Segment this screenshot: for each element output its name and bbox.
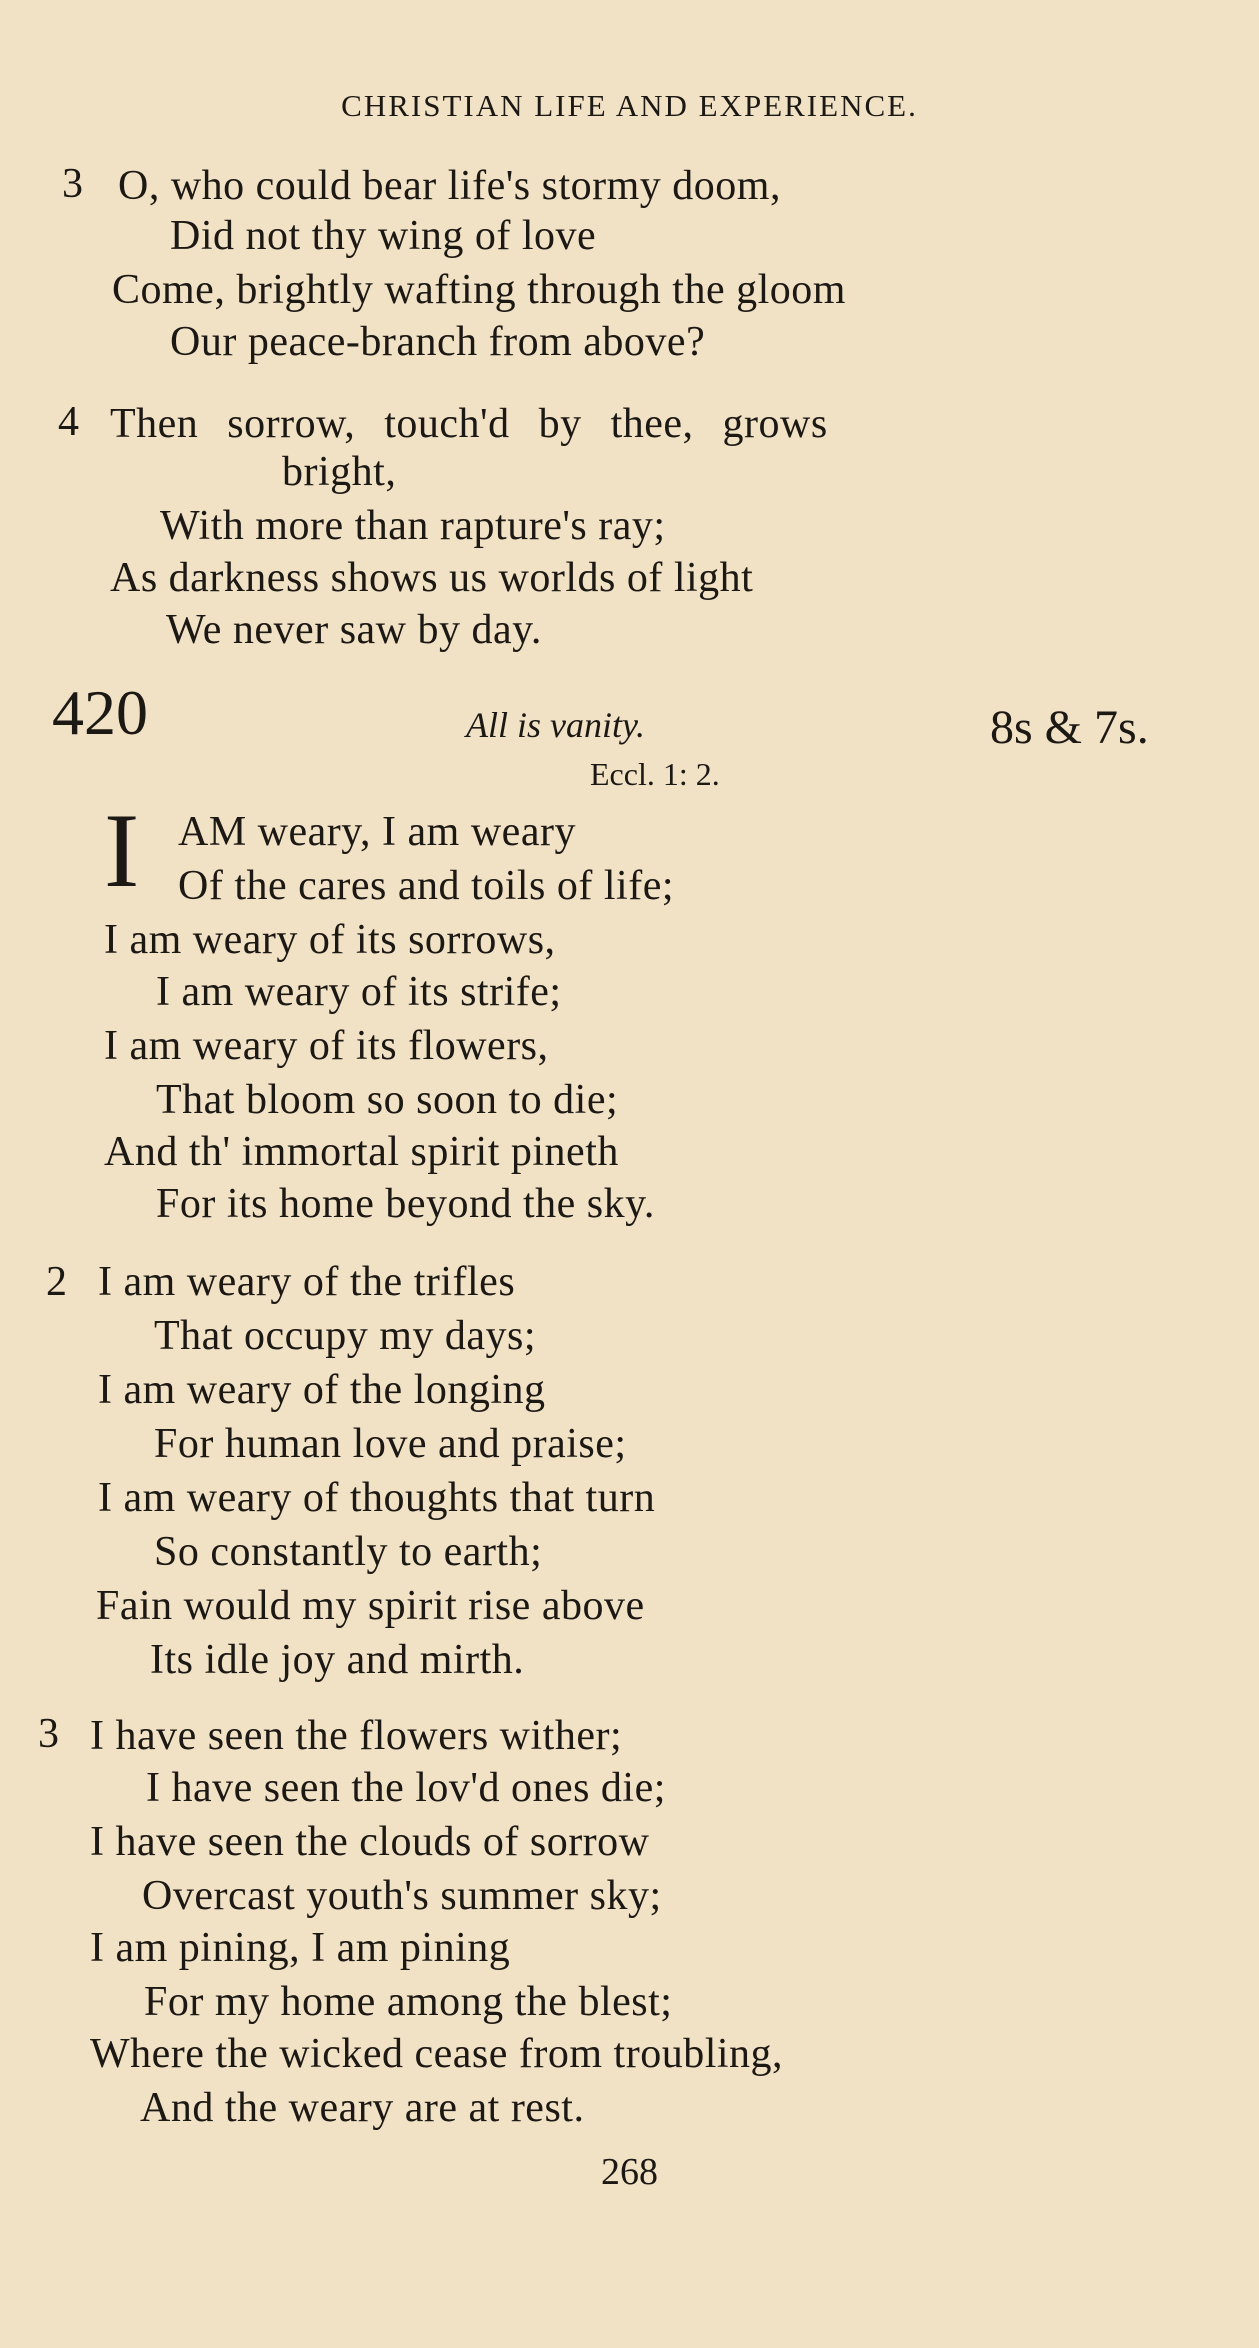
verse-line: So constantly to earth; xyxy=(154,1529,543,1575)
verse-line: Our peace-branch from above? xyxy=(170,319,706,365)
verse-line: I am weary of its sorrows, xyxy=(104,917,556,963)
verse-line: O, who could bear life's stormy doom, xyxy=(118,163,781,209)
verse-line: I am weary of the trifles xyxy=(98,1259,516,1305)
verse-line: bright, xyxy=(282,449,397,495)
verse-line: Fain would my spirit rise above xyxy=(96,1583,645,1629)
verse-line: For human love and praise; xyxy=(154,1421,627,1467)
page-number: 268 xyxy=(601,2151,658,2193)
stanza-number: 4 xyxy=(58,399,79,445)
verse-line: Of the cares and toils of life; xyxy=(178,863,674,909)
verse-line: I am pining, I am pining xyxy=(90,1925,511,1971)
scripture-reference: Eccl. 1: 2. xyxy=(590,756,720,792)
stanza-number: 2 xyxy=(46,1259,67,1305)
verse-line: I have seen the flowers wither; xyxy=(90,1713,623,1759)
verse-line: I have seen the lov'd ones die; xyxy=(146,1765,666,1811)
verse-line: With more than rapture's ray; xyxy=(160,503,666,549)
hymn-meter: 8s & 7s. xyxy=(990,701,1149,754)
verse-line: That bloom so soon to die; xyxy=(156,1077,619,1123)
verse-line: Did not thy wing of love xyxy=(170,213,597,259)
hymn-number: 420 xyxy=(52,677,148,748)
verse-line: For my home among the blest; xyxy=(144,1979,673,2025)
verse-line: I am weary of its flowers, xyxy=(104,1023,549,1069)
verse-line: As darkness shows us worlds of light xyxy=(110,555,754,601)
verse-line: Come, brightly wafting through the gloom xyxy=(112,267,846,313)
verse-line: We never saw by day. xyxy=(166,607,542,653)
verse-line: Its idle joy and mirth. xyxy=(150,1637,525,1683)
stanza-number: 3 xyxy=(38,1711,59,1757)
verse-line: I am weary of its strife; xyxy=(156,969,562,1015)
verse-line: That occupy my days; xyxy=(154,1313,537,1359)
hymn-title: All is vanity. xyxy=(466,705,645,745)
verse-line: I am weary of thoughts that turn xyxy=(98,1475,656,1521)
verse-line: Where the wicked cease from troubling, xyxy=(90,2031,784,2077)
verse-line: I have seen the clouds of sorrow xyxy=(90,1819,650,1865)
verse-line: And th' immortal spirit pineth xyxy=(104,1129,619,1175)
verse-line: AM weary, I am weary xyxy=(178,809,576,855)
stanza-number: 3 xyxy=(62,161,83,207)
drop-cap: I xyxy=(104,792,140,909)
running-head: CHRISTIAN LIFE AND EXPERIENCE. xyxy=(341,88,918,123)
verse-line: For its home beyond the sky. xyxy=(156,1181,655,1227)
verse-line: I am weary of the longing xyxy=(98,1367,546,1413)
verse-line: And the weary are at rest. xyxy=(140,2085,585,2131)
verse-line: Then sorrow, touch'd by thee, grows xyxy=(110,401,828,447)
verse-line: Overcast youth's summer sky; xyxy=(142,1873,662,1919)
